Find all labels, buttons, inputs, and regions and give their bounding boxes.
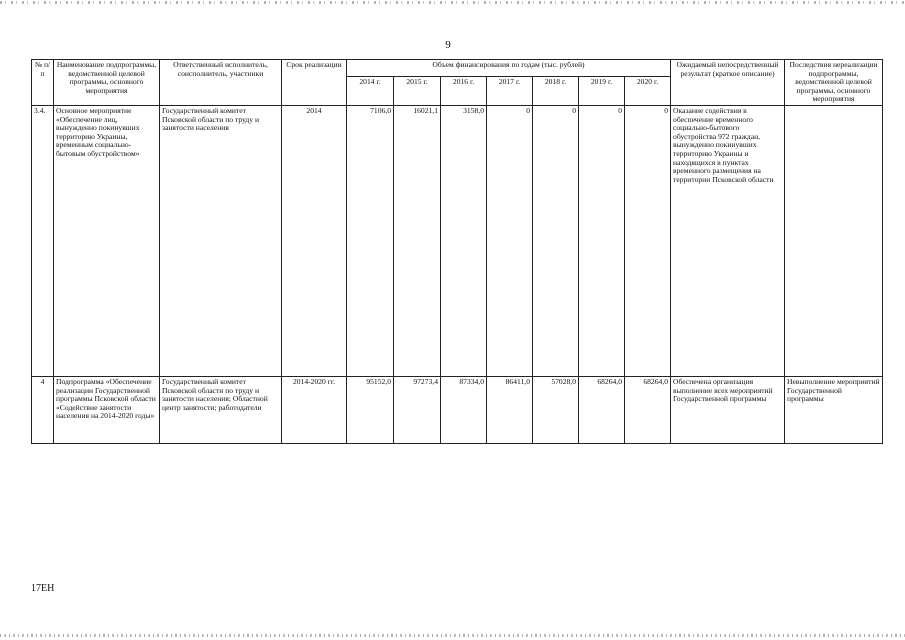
row-term: 2014-2020 гг.	[282, 377, 347, 444]
row-executor: Государственный комитет Псковской области по труду и занятости населения	[160, 106, 282, 377]
page-number: 9	[445, 39, 451, 51]
row-value: 7106,0	[347, 106, 394, 377]
row-value: 97273,4	[394, 377, 441, 444]
row-value: 87334,0	[441, 377, 487, 444]
row-value: 86411,0	[487, 377, 533, 444]
row-value: 95152,0	[347, 377, 394, 444]
header-result: Ожидаемый непосредственный результат (краткое описание)	[671, 60, 785, 106]
row-consequences	[785, 106, 883, 377]
table-row	[32, 377, 883, 444]
row-term: 2014	[282, 106, 347, 377]
header-term: Срок реализации	[282, 60, 347, 106]
row-value: 0	[625, 106, 671, 377]
row-value: 16021,1	[394, 106, 441, 377]
row-value: 0	[579, 106, 625, 377]
row-number: 4	[32, 377, 54, 444]
row-value: 57028,0	[533, 377, 579, 444]
row-consequences: Невыполнение мероприятий Государственной программы	[785, 377, 883, 444]
row-value: 3158,0	[441, 106, 487, 377]
scan-edge-bottom	[0, 634, 905, 637]
header-year: 2018 г.	[533, 77, 579, 106]
row-name: Подпрограмма «Обеспечение реализации Государственной программы Псковской области «Содействие занятости населения на 2014-2020 годы»	[54, 377, 160, 444]
header-row-top	[32, 60, 883, 77]
row-executor: Государственный комитет Псковской области по труду и занятости населения; Областной центр занятости; работодатели	[160, 377, 282, 444]
row-name: Основное мероприятие «Обеспечение лиц, вынужденно покинувших территорию Украины, временным социально-бытовым обустройством»	[54, 106, 160, 377]
header-year: 2019 г.	[579, 77, 625, 106]
header-consequences: Последствия нереализации подпрограммы, ведомственной целевой программы, основного мероприятия	[785, 60, 883, 106]
header-year: 2016 г.	[441, 77, 487, 106]
header-executor: Ответственный исполнитель, соисполнитель, участники	[160, 60, 282, 106]
header-year: 2017 г.	[487, 77, 533, 106]
header-year: 2015 г.	[394, 77, 441, 106]
row-result: Оказание содействия в обеспечение временного социально-бытового обустройства 972 граждан, вынужденно покинувших территорию Украины и находящихся в пунктах временного размещения на территории Псковской области	[671, 106, 785, 377]
header-year: 2020 г.	[625, 77, 671, 106]
program-table	[31, 59, 883, 444]
header-name: Наименование подпрограммы, ведомственной целевой программы, основного мероприятия	[54, 60, 160, 106]
header-no: № п/п	[32, 60, 54, 106]
row-number: 3.4.	[32, 106, 54, 377]
header-funding: Объем финансирования по годам (тыс. рублей)	[347, 60, 671, 77]
row-value: 0	[533, 106, 579, 377]
table-row	[32, 106, 883, 377]
row-result: Обеспечена организация выполнение всех мероприятий Государственной программы	[671, 377, 785, 444]
scan-edge-top	[0, 1, 905, 4]
row-value: 68264,0	[625, 377, 671, 444]
footer-code: 17EH	[31, 583, 55, 594]
header-year: 2014 г.	[347, 77, 394, 106]
row-value: 0	[487, 106, 533, 377]
row-value: 68264,0	[579, 377, 625, 444]
